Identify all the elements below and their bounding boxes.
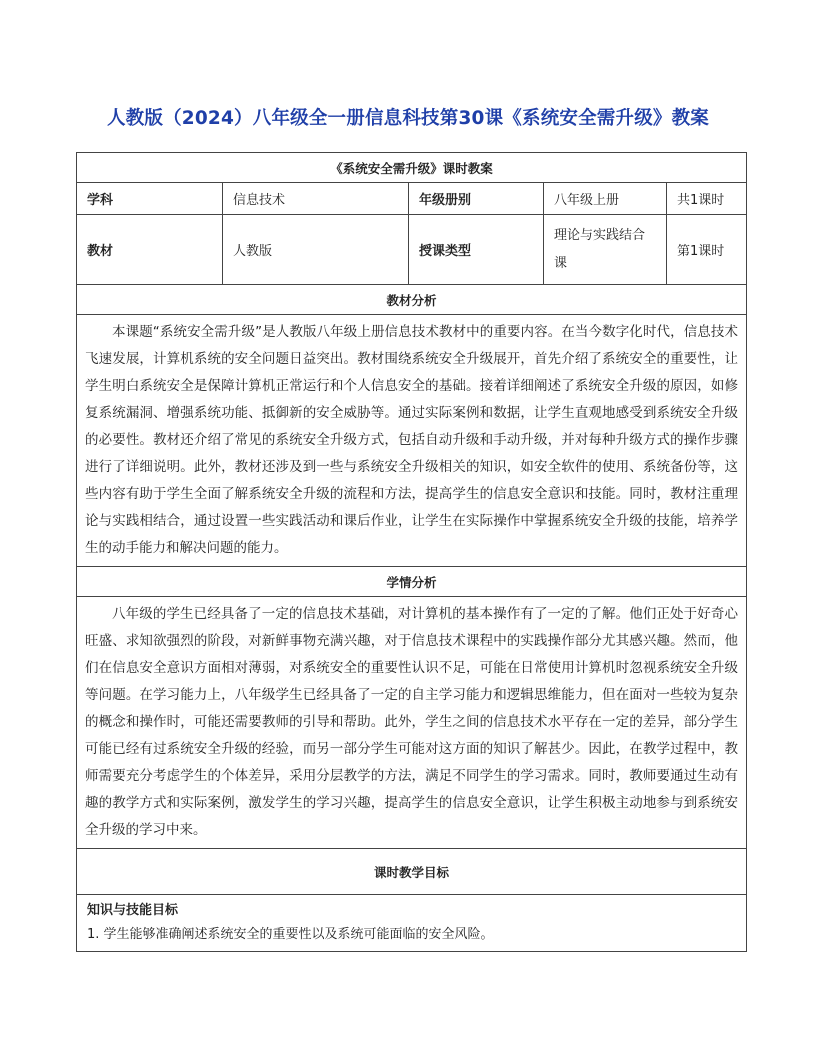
student-analysis-text: 八年级的学生已经具备了一定的信息技术基础，对计算机的基本操作有了一定的了解。他们正处于好奇心旺盛、求知欲强烈的阶段，对新鲜事物充满兴趣，对于信息技术课程中的实践操作部分尤其感兴趣。然而，他们在信息安全意识方面相对薄弱，对系统安全的重要性认识不足，可能在日常使用计算机时忽视系统安全升级等问题。在学习能力上，八年级学生已经具备了一定的自主学习能力和逻辑思维能力，但在面对一些较为复杂的概念和操作时，可能还需要教师的引导和帮助。此外，学生之间的信息技术水平存在一定的差异，部分学生可能已经有过系统安全升级的经验，而另一部分学生可能对这方面的知识了解甚少。因此，在教学过程中，教师需要充分考虑学生的个体差异，采用分层教学的方法，满足不同学生的学习需求。同时，教师要通过生动有趣的教学方式和实际案例，激发学生的学习兴趣，提高学生的信息安全意识，让学生积极主动地参与到系统安全升级的学习中来。 — [77, 597, 747, 849]
textbook-label: 教材 — [77, 215, 223, 285]
lesson-type-value: 理论与实践结合课 — [544, 215, 667, 285]
section-title-teaching-goals: 课时教学目标 — [77, 849, 747, 895]
lesson-number: 第1课时 — [667, 215, 747, 285]
document-title: 人教版（2024）八年级全一册信息科技第30课《系统安全需升级》教案 — [106, 108, 710, 129]
knowledge-skill-goals — [77, 895, 747, 952]
textbook-analysis-text: 本课题“系统安全需升级”是人教版八年级上册信息技术教材中的重要内容。在当今数字化时代，信息技术飞速发展，计算机系统的安全问题日益突出。教材围绕系统安全升级展开，首先介绍了系统安全的重要性，让学生明白系统安全是保障计算机正常运行和个人信息安全的基础。接着详细阐述了系统安全升级的原因，如修复系统漏洞、增强系统功能、抵御新的安全威胁等。通过实际案例和数据，让学生直观地感受到系统安全升级的必要性。教材还介绍了常见的系统安全升级方式，包括自动升级和手动升级，并对每种升级方式的操作步骤进行了详细说明。此外，教材还涉及到一些与系统安全升级相关的知识，如安全软件的使用、系统备份等，这些内容有助于学生全面了解系统安全升级的流程和方法，提高学生的信息安全意识和技能。同时，教材注重理论与实践相结合，通过设置一些实践活动和课后作业，让学生在实际操作中掌握系统安全升级的技能，培养学生的动手能力和解决问题的能力。 — [77, 315, 747, 567]
total-hours: 共1课时 — [667, 183, 747, 215]
lesson-type-label: 授课类型 — [409, 215, 544, 285]
goal-item: 1. 学生能够准确阐述系统安全的重要性以及系统可能面临的安全风险。 — [87, 927, 494, 942]
section-title-student-analysis: 学情分析 — [77, 567, 747, 597]
table-row — [77, 183, 747, 215]
section-title-textbook-analysis: 教材分析 — [77, 285, 747, 315]
grade-value: 八年级上册 — [544, 183, 667, 215]
lesson-plan-table — [76, 152, 747, 952]
table-row — [77, 215, 747, 285]
subject-label: 学科 — [77, 183, 223, 215]
subject-value: 信息技术 — [223, 183, 409, 215]
textbook-value: 人教版 — [223, 215, 409, 285]
goals-subtitle: 知识与技能目标 — [87, 903, 179, 918]
grade-label: 年级册别 — [409, 183, 544, 215]
table-header: 《系统安全需升级》课时教案 — [77, 153, 747, 183]
